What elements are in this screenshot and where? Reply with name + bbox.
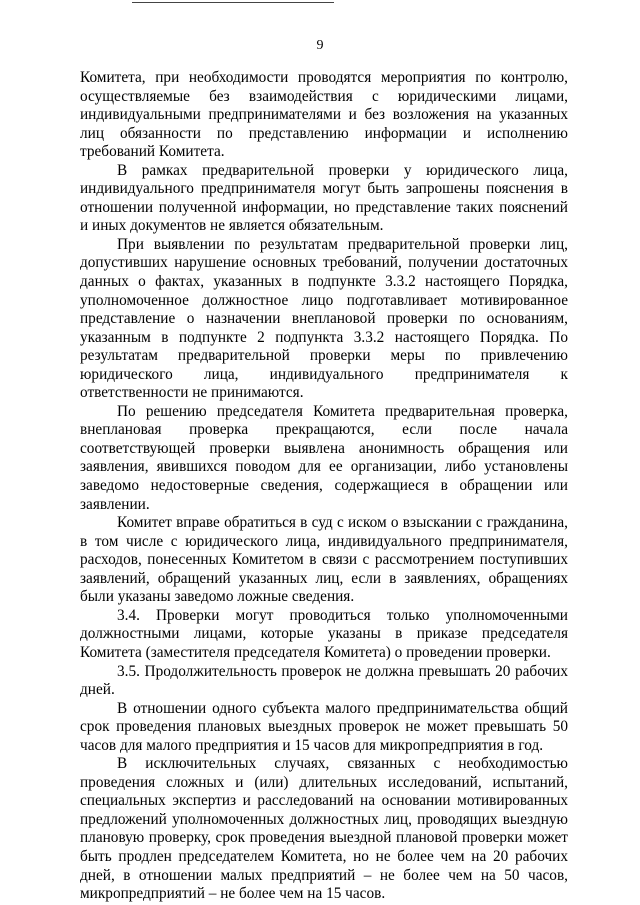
paragraph-6: 3.4. Проверки могут проводиться только уполномоченными должностными лицами, которые указаны в приказе председателя Комитета (заместителя председателя Комитета) о проведении проверки.	[80, 606, 568, 661]
paragraph-4: По решению председателя Комитета предварительная проверка, внеплановая проверка прекращаются, если после начала соответствующей проверки выявлена анонимность обращения или заявления, явившихся поводом для ее организации, либо установлены заведомо недостоверные сведения, содержащиеся в обращении или заявлении.	[80, 402, 568, 513]
paragraph-2: В рамках предварительной проверки у юридического лица, индивидуального предпринимателя могут быть запрошены пояснения в отношении полученной информации, но представление таких пояснений и иных документов не является обязательным.	[80, 161, 568, 235]
document-body	[80, 69, 568, 904]
top-rule	[132, 2, 334, 3]
paragraph-1: Комитета, при необходимости проводятся мероприятия по контролю, осуществляемые без взаимодействия с юридическими лицами, индивидуальными предпринимателями и без возложения на указанных лиц обязанности по представлению информации и исполнению требований Комитета.	[80, 69, 568, 161]
paragraph-9: В исключительных случаях, связанных с необходимостью проведения сложных и (или) длительных исследований, испытаний, специальных экспертиз и расследований на основании мотивированных предложений уполномоченных должностных лиц, проводящих выездную плановую проверку, срок проведения выездной плановой проверки может быть продлен председателем Комитета, но не более чем на 20 рабочих дней, в отношении малых предприятий – не более чем на 50 часов, микропредприятий – не более чем на 15 часов.	[80, 755, 568, 903]
paragraph-3: При выявлении по результатам предварительной проверки лиц, допустивших нарушение основных требований, получении достаточных данных о фактах, указанных в подпункте 3.3.2 настоящего Порядка, уполномоченное должностное лицо подготавливает мотивированное представление о назначении внеплановой проверки по основаниям, указанным в подпункте 2 подпункта 3.3.2 настоящего Порядка. По результатам предварительной проверки меры по привлечению юридического лица, индивидуального предпринимателя к ответственности не принимаются.	[80, 235, 568, 402]
page-number: 9	[316, 38, 324, 53]
paragraph-7: 3.5. Продолжительность проверок не должна превышать 20 рабочих дней.	[80, 662, 568, 699]
paragraph-8: В отношении одного субъекта малого предпринимательства общий срок проведения плановых выездных проверок не может превышать 50 часов для малого предприятия и 15 часов для микропредприятия в год.	[80, 699, 568, 754]
paragraph-5: Комитет вправе обратиться в суд с иском о взыскании с гражданина, в том числе с юридического лица, индивидуального предпринимателя, расходов, понесенных Комитетом в связи с рассмотрением поступивших заявлений, обращений указанных лиц, если в заявлениях, обращениях были указаны заведомо ложные сведения.	[80, 514, 568, 606]
